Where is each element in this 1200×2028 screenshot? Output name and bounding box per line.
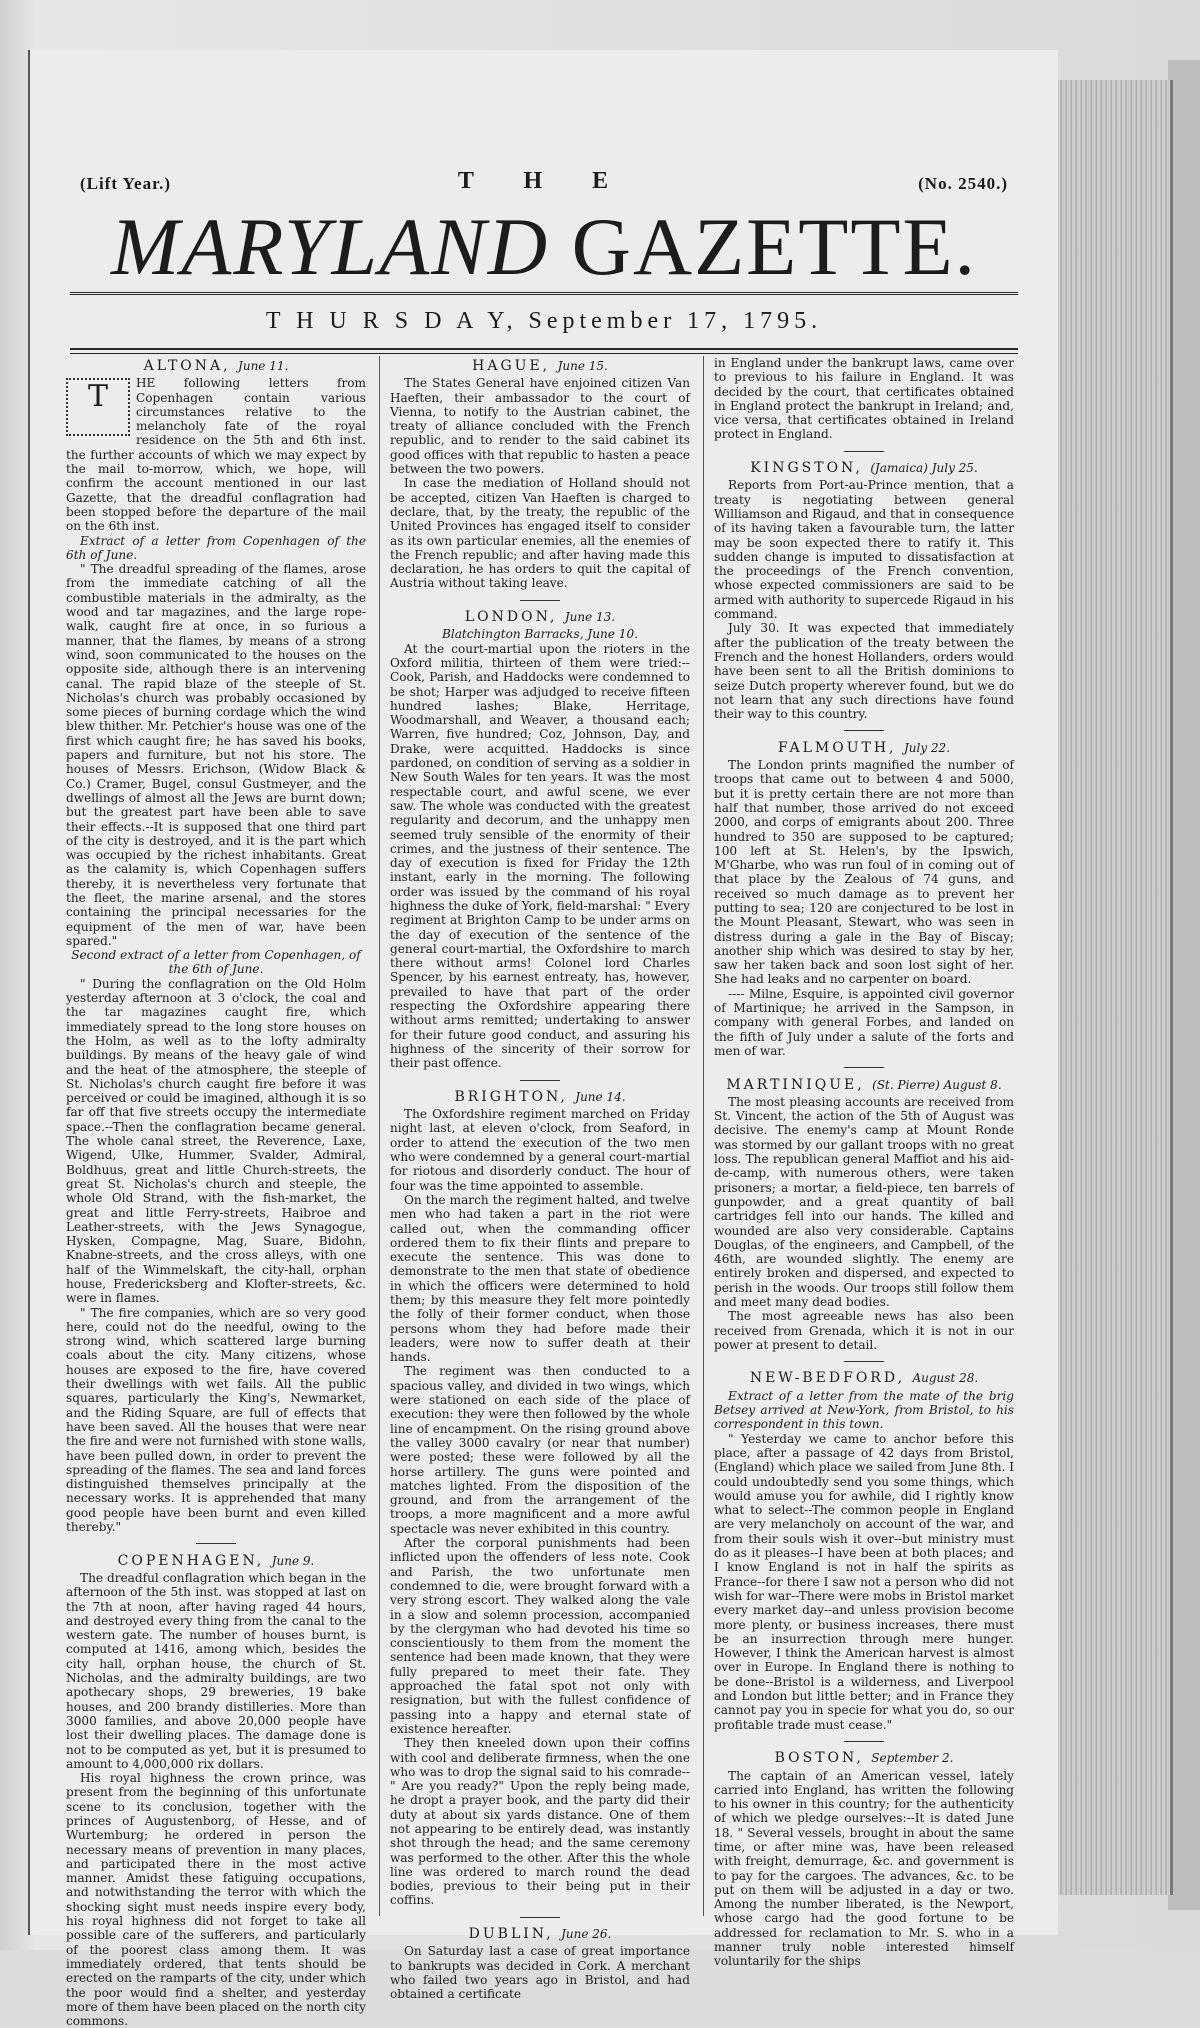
article-paragraph: HE following letters from Copenhagen contain various circumstances relative to the melancholy fate of the royal residence on the 5th and 6th inst. the further accounts of which we may expect by the mail to-morrow, which, we hope, will confirm the account mentioned in our last Gazette, that the dreadful conflagration had been stopped before the departure of the mail on the 6th inst. [66, 376, 366, 534]
article-paragraph: July 30. It was expected that immediately after the publication of the treaty between the French and the honest Hollanders, orders would have been sent to all the British dominions to seize Dutch property wherever found, but we do not learn that any such directions have found their way to this country. [714, 621, 1014, 722]
article-paragraph: The most pleasing accounts are received from St. Vincent, the action of the 5th of August was decisive. The enemy's camp at Mount Ronde was stormed by our gallant troops with no great loss. The republican general Maffiot and his aid-de-camp, with numerous others, were taken prisoners; a mortar, a field-piece, ten barrels of gunpowder, and a great quantity of ball cartridges fell into our hands. The killed and wounded are also very considerable. Captains Douglas, of the engineers, and Campbell, of the 46th, are wounded slightly. The enemy are entirely broken and dispersed, and expected to perish in the woods. Our troops still follow them and meet many dead bodies. [714, 1094, 1014, 1309]
article-paragraph: They then kneeled down upon their coffins with cool and deliberate firmness, when the one who was to drop the signal said to his comrade--" Are you ready?" Upon the reply being made, he dropt a prayer book, and the party did their duty at about six yards distance. One of them not appearing to be entirely dead, was instantly shot through the head; and the same ceremony was performed to the other. After this the whole line was ordered to march round the dead bodies, previous to their being put in their coffins. [390, 1736, 690, 1908]
separator [714, 1354, 1014, 1368]
dateline-kingston: KINGSTON, (Jamaica) July 25. [750, 460, 978, 477]
masthead-rule-top [70, 292, 1018, 295]
columns [66, 356, 1026, 2028]
article-paragraph: The regiment was then conducted to a spacious valley, and divided in two wings, which were stationed on each side of the place of execution: they were then followed by the whole line of encampment. On the rising ground above the valley 3000 cavalry (or near that number) were posted; these were followed by all the horse artillery. The guns were pointed and matches lighted. From the disposition of the ground, and from the arrangement of the troops, a more magnificent and a more awful spectacle was never exhibited in this country. [390, 1364, 690, 1536]
page-stack-edge [1058, 80, 1173, 1895]
separator [714, 444, 1014, 458]
dateline-brighton: BRIGHTON, June 14. [454, 1088, 626, 1105]
newspaper-page [28, 50, 1058, 2028]
newspaper-title [30, 200, 1058, 294]
article-paragraph: " Yesterday we came to anchor before this place, after a passage of 42 days from Bristol, (England) which place we sailed from June 8th. I could undoubtedly send you some things, which would amuse you for awhile, did I rightly know what to select--The common people in England are very melancholy on account of the war, and from their souls wish it over--but ministry must do as it pleases--I have been at both places; and I know England is not in half the spirits as France--for there I saw not a person who did not wish for war--There were mobs in Bristol market every market day--and unless provision become more plenty, or business increases, there must be an insurrection through mere hunger. However, I think the American harvest is almost over in Europe. In England there is nothing to be done--Bristol is a wilderness, and Liverpool and London but little better; and in France they cannot pay you in specie for what you do, so our profitable trade must cease." [714, 1431, 1014, 1732]
dateline-dublin: DUBLIN, June 26. [468, 1926, 612, 1943]
dateline-altona: ALTONA, June 11. [143, 358, 289, 374]
article-paragraph: In case the mediation of Holland should not be accepted, citizen Van Haeften is charged to declare, that, by the treaty, the republic of the United Provinces has engaged itself to consider as its own particular enemies, all the enemies of the French republic; and after having made this declaration, he has orders to quit the capital of Austria without taking leave. [390, 476, 690, 591]
article-paragraph: At the court-martial upon the rioters in the Oxford militia, thirteen of them were tried:--Cook, Parish, and Haddocks were condemned to be shot; Harper was adjudged to receive fifteen hundred lashes; Blake, Herritage, Woodmarshall, and Weaver, a thousand each; Warren, five hundred; Coz, Johnson, Day, and Drake, were acquitted. Haddocks is since pardoned, on condition of serving as a soldier in New South Wales for ten years. It was the most respectable court, and awful scene, we ever saw. The whole was conducted with the greatest regularity and decorum, and the unhappy men seemed truly sensible of the enormity of their crimes, and the justness of their sentence. The day of execution is fixed for Friday the 12th instant, early in the morning. The following order was issued by the command of his royal highness the duke of York, field-marshal: " Every regiment at Brighton Camp to be under arms on the day of execution of the sentence of the general court-martial, the Oxfordshire to march there without arms! Colonel lord Charles Spencer, by his earnest entreaty, has, however, prevailed to have that part of the order respecting the Oxfordshire appearing there without arms remitted; undertaking to answer for their future good conduct, and assuring his highness of the sincerity of their sorrow for their past offence. [390, 641, 690, 1071]
issue-date: T H U R S D A Y, September 17, 1795. [265, 308, 823, 334]
dateline-falmouth: FALMOUTH, July 22. [777, 739, 951, 756]
article-paragraph: Reports from Port-au-Prince mention, that a treaty is negotiating between general Williamson and Rigaud, and that in consequence of its having taken a favourable turn, the latter may be soon expected there to ratify it. This sudden change is imputed to dissatisfaction at the proceedings of the French convention, whose expected commissioners are said to be armed with authority to supercede Rigaud in his command. [714, 478, 1014, 622]
extract-heading: Extract of a letter from Copenhagen of the 6th of June. [66, 533, 366, 562]
title-the: T H E [457, 168, 631, 194]
article-paragraph: " The dreadful spreading of the flames, arose from the immediate catching of all the combustible materials in the admiralty, as the wood and tar magazines, and the large rope-walk, caught fire at once, in so furious a manner, that the flames, by means of a strong wind, soon communicated to the houses on the opposite side, although there is an intervening canal. The rapid blaze of the steeple of St. Nicholas's church was probably occasioned by some pieces of burning cordage which the wind blew thither. Mr. Petchier's house was one of the first which caught fire; he has saved his books, papers and furniture, but not his store. The houses of Messrs. Erichson, (Widow Black & Co.) Cramer, Bugel, consul Gustmeyer, and the dwellings of almost all the Jews are burnt down; but the greatest part have been able to save their effects.--It is supposed that one third part of the city is destroyed, and it is the part which was occupied by the richest inhabitants. Great as the calamity is, which Copenhagen suffers thereby, it is nevertheless very fortunate that the fleet, the marine arsenal, and the stores containing the principal necessaries for the equipment of the men of war, have been spared." [66, 562, 366, 948]
column-2 [390, 356, 690, 2002]
article-paragraph: On the march the regiment halted, and twelve men who had taken a part in the riot were called out, when the commanding officer ordered them to fix their flints and prepare to execute the sentence. This was done to demonstrate to the men that state of obedience in which the officers were determined to hold them; by this measure they felt more pointedly the folly of their former conduct, when those persons whom they had before made their leaders, were now to suffer death at their hands. [390, 1192, 690, 1365]
separator [714, 1060, 1014, 1074]
dateline-new-bedford: NEW-BEDFORD, August 28. [749, 1370, 979, 1387]
issue-number: (No. 2540.) [918, 174, 1008, 193]
column-3 [714, 356, 1014, 1969]
separator [390, 1910, 690, 1924]
article-paragraph: His royal highness the crown prince, was present from the beginning of this unfortunate scene to its conclusion, together with the princes of Augustenborg, of Hesse, and of Wurtemburg; he ordered in person the necessary means of prevention in many places, and participated there in the most active manner. Amidst these fatiguing occupations, and notwithstanding the terror with which the shocking sight must needs inspire every body, his royal highness did not forget to take all possible care of the sufferers, and particularly of the poorest class among them. It was immediately ordered, that tents should be erected on the ramparts of the city, under which the poor would find a shelter, and yesterday more of them have been placed on the north city commons. [66, 1771, 366, 2028]
title-maryland: MARYLAND [110, 201, 550, 292]
article-paragraph: The Oxfordshire regiment marched on Friday night last, at eleven o'clock, from Seaford, in order to attend the execution of the two men who were condemned by a general court-martial for riotous and disorderly conduct. The hour of four was the time appointed to assemble. [390, 1107, 690, 1193]
article-paragraph: in England under the bankrupt laws, came over to previous to his failure in England. It was decided by the court, that certificates obtained in England protect the bankrupt in Ireland; and, vice versa, that certificates obtained in Ireland protect in England. [714, 356, 1014, 442]
article-paragraph: On Saturday last a case of great importance to bankrupts was decided in Cork. A merchant who failed two years ago in Bristol, and had obtained a certificate [390, 1944, 690, 2002]
article-paragraph: The dreadful conflagration which began in the afternoon of the 5th inst. was stopped at last on the 7th at noon, after having raged 44 hours, and destroyed every thing from the canal to the western gate. The number of houses burnt, is computed at 1416, among which, besides the city hall, orphan house, the church of St. Nicholas, and the admiralty buildings, are two apothecary shops, 29 breweries, 19 bake houses, and 200 brandy distilleries. More than 3000 families, and above 20,000 people have lost their dwelling places. The damage done is not to be computed as yet, but it is presumed to amount to 4,000,000 rix dollars. [66, 1570, 366, 1771]
volume-year: (Lift Year.) [80, 174, 171, 193]
extract-heading: Second extract of a letter from Copenhagen, of the 6th of June. [71, 948, 361, 977]
separator [390, 1073, 690, 1087]
masthead-rule-bottom [70, 348, 1018, 354]
sub-dateline: Blatchington Barracks, June 10. [441, 627, 639, 642]
article-paragraph: ---- Milne, Esquire, is appointed civil governor of Martinique; he arrived in the Sampson, in company with general Forbes, and landed on the fifth of July under a salute of the forts and men of war. [714, 986, 1014, 1058]
article-paragraph: The most agreeable news has also been received from Grenada, which it is not in our power at present to detail. [714, 1309, 1014, 1352]
extract-heading: Extract of a letter from the mate of the brig Betsey arrived at New-York, from Bristol, to his correspondent in this town. [714, 1388, 1014, 1432]
dateline-london: LONDON, June 13. [464, 609, 616, 626]
dateline-copenhagen: COPENHAGEN, June 9. [117, 1552, 315, 1569]
separator [714, 1734, 1014, 1748]
column-1 [66, 356, 366, 2028]
title-gazette: GAZETTE. [571, 201, 978, 292]
dateline-hague: HAGUE, June 15. [472, 358, 608, 374]
ornamental-drop-cap: T [66, 378, 130, 436]
masthead [30, 50, 1058, 350]
column-rule [703, 356, 704, 1916]
separator [714, 723, 1014, 737]
dateline-martinique: MARTINIQUE, (St. Pierre) August 8. [726, 1076, 1002, 1093]
separator [66, 1536, 366, 1550]
article-paragraph: The London prints magnified the number of troops that came out to between 4 and 5000, but it is pretty certain there are not more than half that number, those arrived do not exceed 2000, and corps of emigrants about 200. Three hundred to 350 are supposed to be captured; 100 left at St. Helen's, by the Ipswich, M'Gharbe, who was run foul of in coming out of that place by the Zealous of 74 guns, and received so much damage as to prevent her putting to sea; 120 are conjectured to be lost in the Mount Pleasant, Stewart, who was seen in distress during a gale in the Bay of Biscay; another ship which was desired to stay by her, saw her taken back and soon lost sight of her. She had leaks and no carpenter on board. [714, 758, 1014, 987]
separator [390, 593, 690, 607]
article-paragraph: " The fire companies, which are so very good here, could not do the needful, owing to the strong wind, which scattered large burning coals about the city. Many citizens, whose houses are exposed to the fire, have covered their dwellings with wet fails. All the public squares, particularly the King's, Newmarket, and the Riding Square, are full of effects that have been saved. All the houses that were near the fire and were not furnished with stone walls, have been pulled down, in order to prevent the spreading of the flames. The sea and land forces distinguished themselves principally at the necessary works. It is apprehended that many good people have been burnt and even killed thereby." [66, 1305, 366, 1535]
article-paragraph: " During the conflagration on the Old Holm yesterday afternoon at 3 o'clock, the coal and the tar magazines caught fire, which immediately spread to the long store houses on the Holm, as well as to the lofty admiralty buildings. By means of the heavy gale of wind and the heat of the atmosphere, the steeple of St. Nicholas's church caught fire before it was perceived or could be imagined, although it is so far off that five streets occupy the intermediate space.--Then the conflagration became general. The whole canal street, the Reverence, Laxe, Wigend, Ulke, Hummer, Svalder, Admiral, Boldhuus, great and little Church-streets, the great St. Nicholas's church and steeple, the whole Old Strand, with the fish-market, the great and little Ferry-streets, Haibroe and Leather-streets, with the Jews Synagogue, Hysken, Compagne, Mag, Suare, Bidohn, Knabne-streets, and the cross alleys, with one half of the Wimmelskaft, the city-hall, orphan house, Fredericksberg and Klofter-streets, &c. were in flames. [66, 976, 366, 1306]
column-rule [379, 356, 380, 1916]
dateline-boston: BOSTON, September 2. [774, 1750, 954, 1767]
article-paragraph: The States General have enjoined citizen Van Haeften, their ambassador to the court of Vienna, to notify to the Austrian cabinet, the treaty of alliance concluded with the French republic, and to render to the said cabinet its good offices with that republic to hasten a peace between the two powers. [390, 376, 690, 477]
article-paragraph: The captain of an American vessel, lately carried into England, has written the following to his owner in this country; for the authenticity of which we pledge ourselves:--It is dated June 18. " Several vessels, brought in about the same time, or after mine was, have been released with freight, demurrage, &c. and government is to pay for the cargoes. The advances, &c. to be put on them will be adjusted in a day or two. Among the number liberated, is the Newport, whose cargo had the good fortune to be addressed for reclamation to Mr. S. who in a manner truly noble interested himself voluntarily for the ships [714, 1768, 1014, 1969]
article-paragraph: After the corporal punishments had been inflicted upon the offenders of less note. Cook and Parish, the two unfortunate men condemned to die, were brought forward with a very strong escort. They walked along the vale in a slow and solemn procession, accompanied by the clergyman who had devoted his time so conscientiously to them from the moment the sentence had been made known, that they were fully prepared to meet their fate. They approached the fatal spot not only with resignation, but with the fullest confidence of passing into a happy and eternal state of existence hereafter. [390, 1536, 690, 1736]
